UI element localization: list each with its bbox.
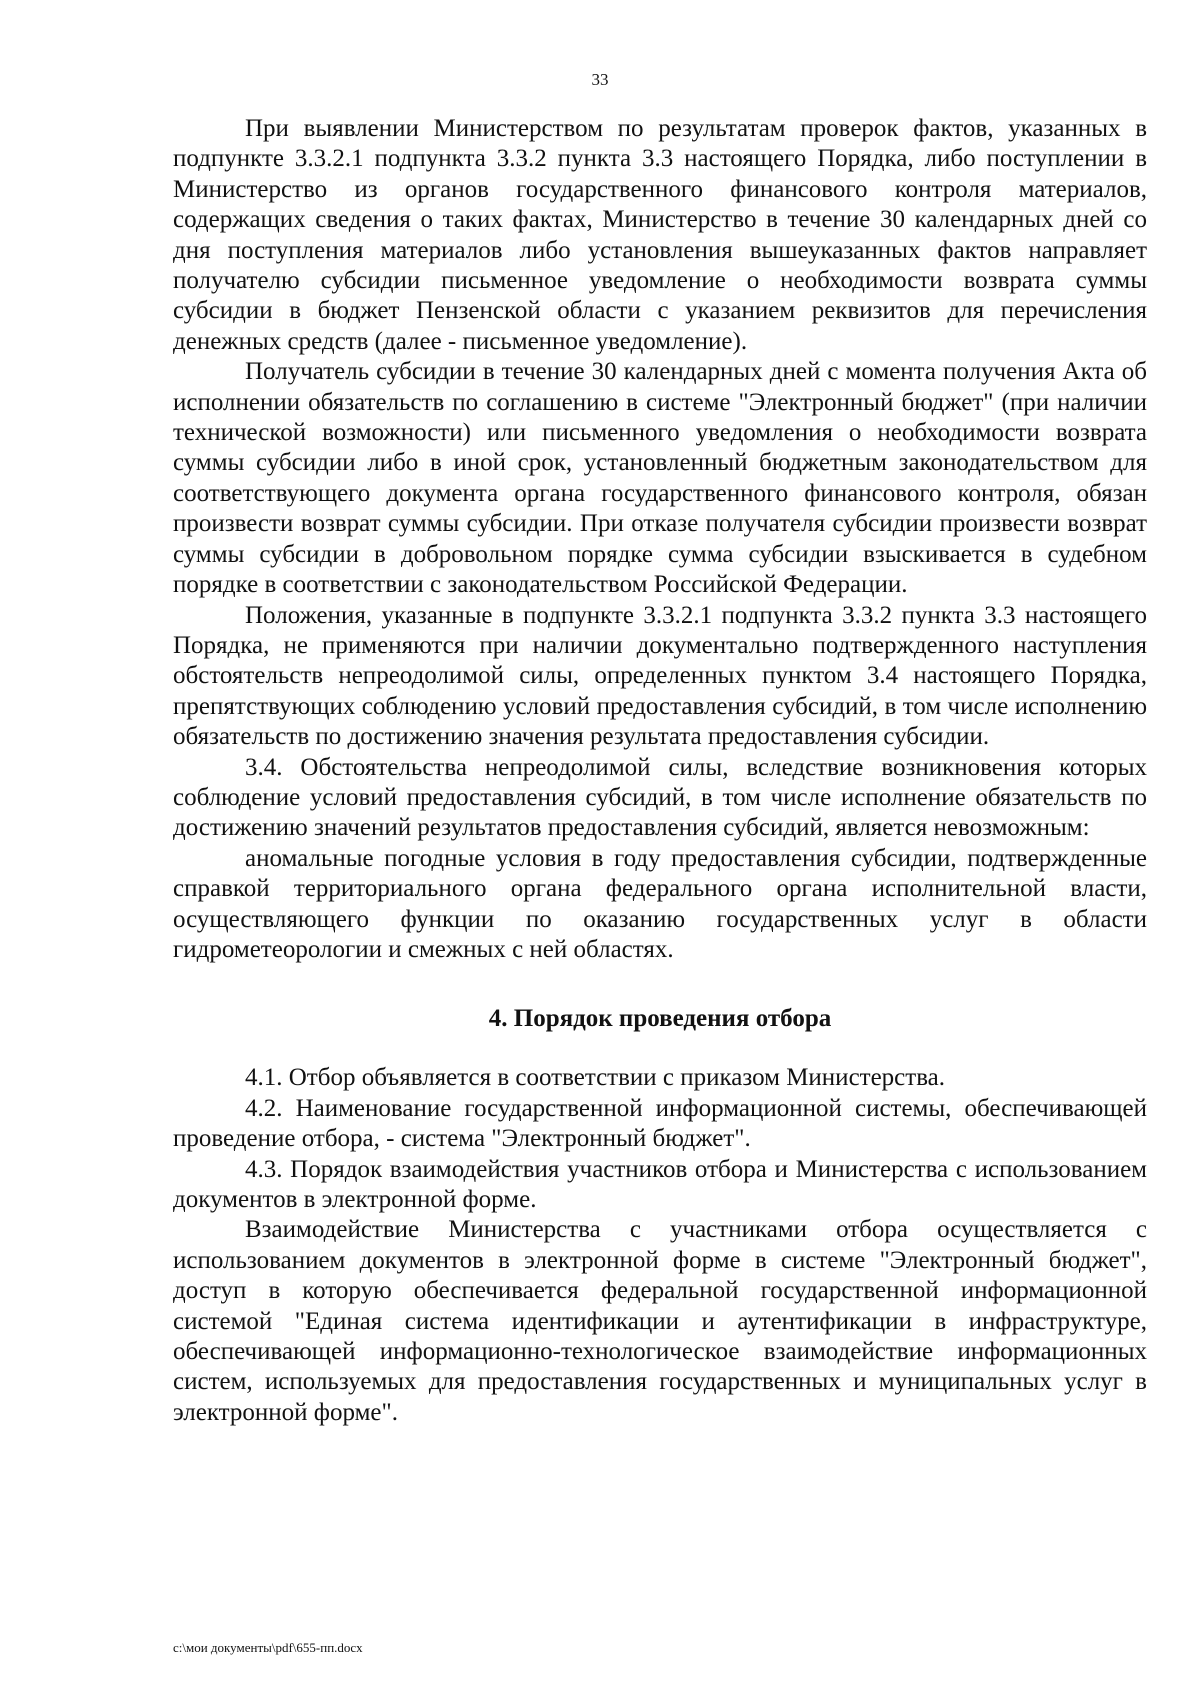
paragraph-weather-conditions: аномальные погодные условия в году предоставления субсидии, подтвержденные справкой территориального органа федерального органа исполнительной власти, осуществляющего функции по оказанию государственных услуг в области гидрометеорологии и смежных с ней областях. xyxy=(173,844,1147,963)
document-body xyxy=(173,114,1147,1428)
paragraph-electronic-interaction: Взаимодействие Министерства с участниками отбора осуществляется с использованием документов в электронной форме в системе "Электронный бюджет", доступ в которую обеспечивается федеральной государственной информационной системой "Единая система идентификации и аутентификации в инфраструктуре, обеспечивающей информационно-технологическое взаимодействие информационных систем, используемых для предоставления государственных и муниципальных услуг в электронной форме". xyxy=(173,1216,1147,1426)
paragraph-4-1: 4.1. Отбор объявляется в соответствии с приказом Министерства. xyxy=(245,1064,946,1092)
page-number: 33 xyxy=(591,70,609,89)
paragraph-4-2: 4.2. Наименование государственной информационной системы, обеспечивающей проведение отбора, - система "Электронный бюджет". xyxy=(173,1094,1147,1153)
paragraph-refund-notification: При выявлении Министерством по результатам проверок фактов, указанных в подпункте 3.3.2.1 подпункта 3.3.2 пункта 3.3 настоящего Порядка, либо поступлении в Министерство из органов государственного финансового контроля материалов, содержащих сведения о таких фактах, Министерство в течение 30 календарных дней со дня поступления материалов либо установления вышеуказанных фактов направляет получателю субсидии письменное уведомление о необходимости возврата суммы субсидии в бюджет Пензенской области с указанием реквизитов для перечисления денежных средств (далее - письменное уведомление). xyxy=(173,115,1147,355)
paragraph-3-4: 3.4. Обстоятельства непреодолимой силы, вследствие возникновения которых соблюдение условий предоставления субсидий, в том числе исполнение обязательств по достижению значений результатов предоставления субсидий, является невозможным: xyxy=(173,753,1147,842)
paragraph-force-majeure-exemption: Положения, указанные в подпункте 3.3.2.1 подпункта 3.3.2 пункта 3.3 настоящего Порядка, не применяются при наличии документально подтвержденного наступления обстоятельств непреодолимой силы, определенных пунктом 3.4 настоящего Порядка, препятствующих соблюдению условий предоставления субсидий, в том числе исполнению обязательств по достижению значения результата предоставления субсидии. xyxy=(173,601,1147,751)
footer-file-path: c:\мои документы\pdf\655-пп.docx xyxy=(173,1640,363,1655)
paragraph-4-3: 4.3. Порядок взаимодействия участников отбора и Министерства с использованием документов в электронной форме. xyxy=(173,1155,1147,1213)
paragraph-refund-deadline: Получатель субсидии в течение 30 календарных дней с момента получения Акта об исполнении обязательств по соглашению в системе "Электронный бюджет" (при наличии технической возможности) или письменного уведомления о необходимости возврата суммы субсидии либо в иной срок, установленный бюджетным законодательством для соответствующего документа органа государственного финансового контроля, обязан произвести возврат суммы субсидии. При отказе получателя субсидии произвести возврат суммы субсидии в добровольном порядке сумма субсидии взыскивается в судебном порядке в соответствии с законодательством Российской Федерации. xyxy=(173,358,1147,599)
section-heading: 4. Порядок проведения отбора xyxy=(488,1005,832,1033)
